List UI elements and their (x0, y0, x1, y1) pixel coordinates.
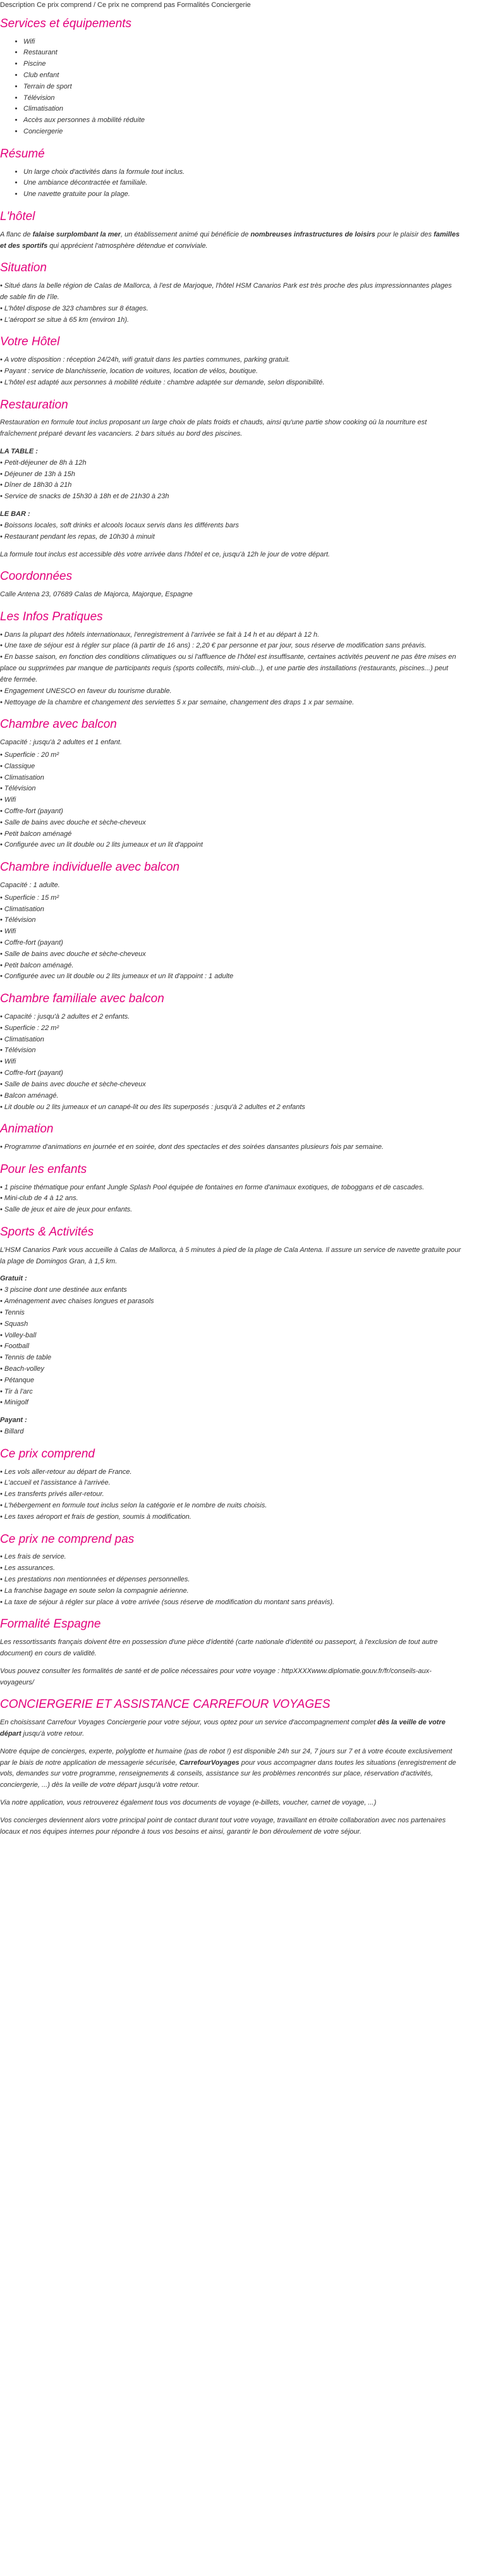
gratuit-label: Gratuit : (0, 1275, 27, 1283)
formalite-p1: Les ressortissants français doivent être en possession d'une pièce d'identité (carte nationale d'identité ou passeport, à l'exclusion de tout autre document) en cours de validité. (0, 1638, 438, 1657)
list-item: • Superficie : 22 m² (0, 1023, 461, 1034)
votre-hotel-list (0, 355, 461, 388)
list-item: • Capacité : jusqu'à 2 adultes et 2 enfants. (0, 1012, 461, 1023)
list-item: • Les taxes aéroport et frais de gestion, soumis à modification. (0, 1512, 461, 1523)
payant-label: Payant : (0, 1416, 27, 1425)
services-title: Services et équipements (0, 16, 132, 30)
list-item: • Télévision (0, 1045, 461, 1057)
situation-list (0, 281, 461, 326)
list-item: • A votre disposition : réception 24/24h, wifi gratuit dans les parties communes, parking gratuit. (0, 355, 461, 366)
restauration-intro: Restauration en formule tout inclus proposant un large choix de plats froids et chauds, ainsi qu'une partie show cooking où la nourriture est fraîchement préparé devant les vacanciers. 2 bars situés au bord des piscines. (0, 419, 427, 438)
list-item: • Classique (0, 761, 461, 773)
list-item: • Télévision (0, 783, 461, 795)
list-item: • Beach-volley (0, 1364, 461, 1375)
list-item: • Piscine (23, 59, 461, 70)
list-item: • Les transferts privés aller-retour. (0, 1489, 461, 1500)
list-item: • Petit balcon aménagé. (0, 960, 461, 972)
chambre-indiv-list (0, 893, 461, 983)
list-item: • L'hôtel dispose de 323 chambres sur 8 étages. (0, 304, 461, 315)
resume-list (0, 167, 461, 200)
list-item: • La franchise bagage en soute selon la compagnie aérienne. (0, 1586, 461, 1597)
list-item: • Programme d'animations en journée et en soirée, dont des spectacles et des soirées dansantes plusieurs fois par semaine. (0, 1142, 461, 1153)
list-item: • Salle de bains avec douche et sèche-cheveux (0, 818, 461, 829)
list-item: • Climatisation (0, 773, 461, 784)
list-item: • Une navette gratuite pour la plage. (23, 189, 461, 200)
concierge-p3: Via notre application, vous retrouverez également tous vos documents de voyage (e-billets, voucher, carnet de voyage, ...) (0, 1799, 377, 1807)
list-item: • La taxe de séjour à régler sur place à votre arrivée (sous réserve de modification du montant sans préavis). (0, 1597, 461, 1609)
table-label: LA TABLE : (0, 448, 38, 455)
list-item: • Restaurant pendant les repas, de 10h30 à minuit (0, 532, 461, 543)
list-item: • Petit-déjeuner de 8h à 12h (0, 458, 461, 469)
list-item: • Salle de jeux et aire de jeux pour enfants. (0, 1205, 461, 1216)
list-item: • Payant : service de blanchisserie, location de voitures, location de vélos, boutique. (0, 366, 461, 377)
concierge-p1: En choisissant Carrefour Voyages Conciergerie pour votre séjour, vous optez pour un service d'accompagnement complet dès la veille de votre départ jusqu'à votre retour. (0, 1719, 446, 1738)
list-item: • Tennis de table (0, 1352, 461, 1364)
list-item: • Dîner de 18h30 à 21h (0, 480, 461, 491)
list-item: • Volley-ball (0, 1330, 461, 1342)
list-item: • Wifi (0, 926, 461, 938)
sports-intro: L'HSM Canarios Park vous accueille à Calas de Mallorca, à 5 minutes à pied de la plage de Cala Antena. Il assure un service de navette gratuite pour la plage de Domingos Gran, à 1,5 km. (0, 1246, 461, 1265)
list-item: • Salle de bains avec douche et sèche-cheveux (0, 1079, 461, 1091)
chambre-fam-list (0, 1012, 461, 1113)
list-item: • Coffre-fort (payant) (0, 806, 461, 818)
list-item: • Superficie : 15 m² (0, 893, 461, 904)
ne-comprend-list (0, 1552, 461, 1608)
animation-title: Animation (0, 1122, 54, 1136)
list-item: • Aménagement avec chaises longues et parasols (0, 1296, 461, 1308)
list-item: • Climatisation (0, 904, 461, 916)
bar-list (0, 520, 461, 543)
ne-comprend-title: Ce prix ne comprend pas (0, 1532, 135, 1546)
list-item: • 3 piscine dont une destinée aux enfants (0, 1285, 461, 1296)
resume-title: Résumé (0, 147, 45, 161)
chambre-indiv-capacity: Capacité : 1 adulte. (0, 881, 60, 889)
list-item: • Terrain de sport (23, 82, 461, 93)
list-item: • 1 piscine thématique pour enfant Jungle Splash Pool équipée de fontaines en forme d'animaux exotiques, de toboggans et de cascades. (0, 1182, 461, 1194)
list-item: • L'aéroport se situe à 65 km (environ 1h). (0, 315, 461, 326)
list-item: • Petit balcon aménagé (0, 829, 461, 840)
list-item: • Une taxe de séjour est à régler sur place (à partir de 16 ans) : 2,20 € par personne et par jour, sous réserve de modification sans préavis. (0, 641, 461, 652)
page-description: Description Ce prix comprend / Ce prix ne comprend pas Formalités Conciergerie (0, 1, 251, 9)
list-item: • Les assurances. (0, 1563, 461, 1574)
comprend-title: Ce prix comprend (0, 1447, 95, 1461)
list-item: • Superficie : 20 m² (0, 750, 461, 761)
list-item: • Mini-club de 4 à 12 ans. (0, 1193, 461, 1205)
concierge-title: CONCIERGERIE ET ASSISTANCE CARREFOUR VOYAGES (0, 1698, 330, 1712)
sports-title: Sports & Activités (0, 1225, 94, 1239)
payant-list (0, 1426, 461, 1438)
list-item: • Les frais de service. (0, 1552, 461, 1563)
restauration-outro: La formule tout inclus est accessible dès votre arrivée dans l'hôtel et ce, jusqu'à 12h le jour de votre départ. (0, 550, 330, 558)
infos-title: Les Infos Pratiques (0, 610, 103, 623)
bar-label: LE BAR : (0, 510, 30, 518)
chambre-balcon-list (0, 750, 461, 851)
hotel-title: L'hôtel (0, 210, 35, 224)
concierge-p4: Vos concierges deviennent alors votre principal point de contact durant tout votre voyage, travaillant en étroite collaboration avec nos partenaires locaux et nos équipes internes pour répondre à tous vos besoins et ainsi, garantir le bon déroulement de votre séjour. (0, 1816, 446, 1836)
comprend-list (0, 1467, 461, 1523)
chambre-balcon-title: Chambre avec balcon (0, 718, 117, 732)
list-item: • L'accueil et l'assistance à l'arrivée. (0, 1478, 461, 1489)
table-list (0, 458, 461, 503)
list-item: • Les prestations non mentionnées et dépenses personnelles. (0, 1574, 461, 1586)
list-item: • Conciergerie (23, 126, 461, 138)
list-item: • Tir à l'arc (0, 1387, 461, 1398)
list-item: • Pétanque (0, 1375, 461, 1387)
infos-list (0, 630, 461, 709)
chambre-indiv-title: Chambre individuelle avec balcon (0, 861, 180, 874)
list-item: • Télévision (23, 93, 461, 104)
votre-hotel-title: Votre Hôtel (0, 335, 60, 349)
list-item: • Lit double ou 2 lits jumeaux et un canapé-lit ou des lits superposés : jusqu'à 2 adultes et 2 enfants (0, 1102, 461, 1113)
animation-list (0, 1142, 461, 1153)
list-item: • Wifi (0, 1057, 461, 1068)
list-item: • Situé dans la belle région de Calas de Mallorca, à l'est de Marjoque, l'hôtel HSM Canarios Park est très proche des plus impressionnantes plages de sable fin de l'île. (0, 281, 461, 304)
chambre-fam-title: Chambre familiale avec balcon (0, 992, 164, 1006)
list-item: • Balcon aménagé. (0, 1091, 461, 1102)
list-item: • En basse saison, en fonction des conditions climatiques ou si l'affluence de l'hôtel est insuffisante, certaines activités peuvent ne pas être mises en place ou supprimées par manque de participants requis (sports collectifs, mini-club...), et une partie des installations (restaurants, piscines...) peut être fermée. (0, 652, 461, 685)
gratuit-list (0, 1285, 461, 1409)
list-item: • Déjeuner de 13h à 15h (0, 469, 461, 481)
list-item: • Télévision (0, 915, 461, 926)
enfants-title: Pour les enfants (0, 1162, 87, 1176)
list-item: • Climatisation (0, 1034, 461, 1046)
list-item: • Tennis (0, 1308, 461, 1319)
chambre-balcon-capacity: Capacité : jusqu'à 2 adultes et 1 enfant. (0, 739, 122, 747)
list-item: • Minigolf (0, 1397, 461, 1409)
list-item: • Restaurant (23, 47, 461, 59)
list-item: • Nettoyage de la chambre et changement des serviettes 5 x par semaine, changement des draps 1 x par semaine. (0, 697, 461, 709)
list-item: • Configurée avec un lit double ou 2 lits jumeaux et un lit d'appoint : 1 adulte (0, 971, 461, 983)
list-item: • Les vols aller-retour au départ de France. (0, 1467, 461, 1478)
list-item: • Wifi (23, 37, 461, 48)
coordonnees-title: Coordonnées (0, 570, 73, 584)
list-item: • Service de snacks de 15h30 à 18h et de 21h30 à 23h (0, 491, 461, 503)
list-item: • Accès aux personnes à mobilité réduite (23, 115, 461, 126)
list-item: • Coffre-fort (payant) (0, 1068, 461, 1079)
concierge-p2: Notre équipe de concierges, experte, polyglotte et humaine (pas de robot !) est disponible 24h sur 24, 7 jours sur 7 et à votre écoute exclusivement par le biais de notre application de messagerie sécurisée, CarrefourVoyages pour vous accompagner dans toutes les situations (enregistrement de vols, demandes sur votre programme, renseignements & conseils, assistance sur les problèmes rencontrés sur place, réservation d'activités, conciergerie, ...) dès la veille de votre départ jusqu'à votre retour. (0, 1747, 456, 1789)
restauration-title: Restauration (0, 398, 68, 412)
list-item: • Club enfant (23, 70, 461, 82)
address: Calle Antena 23, 07689 Calas de Majorca, Majorque, Espagne (0, 591, 193, 599)
enfants-list (0, 1182, 461, 1216)
situation-title: Situation (0, 261, 47, 275)
list-item: • Un large choix d'activités dans la formule tout inclus. (23, 167, 461, 178)
services-list (0, 37, 461, 138)
list-item: • Coffre-fort (payant) (0, 938, 461, 949)
list-item: • Dans la plupart des hôtels internationaux, l'enregistrement à l'arrivée se fait à 14 h et au départ à 12 h. (0, 630, 461, 641)
list-item: • L'hôtel est adapté aux personnes à mobilité réduite : chambre adaptée sur demande, selon disponibilité. (0, 377, 461, 389)
formalite-title: Formalité Espagne (0, 1617, 101, 1631)
list-item: • Une ambiance décontractée et familiale. (23, 178, 461, 189)
list-item: • Boissons locales, soft drinks et alcools locaux servis dans les différents bars (0, 520, 461, 532)
list-item: • Football (0, 1341, 461, 1352)
list-item: • Salle de bains avec douche et sèche-cheveux (0, 949, 461, 960)
list-item: • Billard (0, 1426, 461, 1438)
hotel-description: A flanc de falaise surplombant la mer, un établissement animé qui bénéficie de nombreuses infrastructures de loisirs pour le plaisir des familles et des sportifs qui apprécient l'atmosphère détendue et conviviale. (0, 230, 460, 250)
list-item: • Engagement UNESCO en faveur du tourisme durable. (0, 686, 461, 697)
list-item: • L'hébergement en formule tout inclus selon la catégorie et le nombre de nuits choisis. (0, 1500, 461, 1512)
list-item: • Squash (0, 1319, 461, 1330)
list-item: • Configurée avec un lit double ou 2 lits jumeaux et un lit d'appoint (0, 840, 461, 851)
list-item: • Wifi (0, 795, 461, 806)
list-item: • Climatisation (23, 104, 461, 115)
formalite-p2: Vous pouvez consulter les formalités de santé et de police nécessaires pour votre voyage : httpXXXXwww.diplomatie.gouv.fr/fr/conseils-aux-voyageurs/ (0, 1667, 432, 1686)
